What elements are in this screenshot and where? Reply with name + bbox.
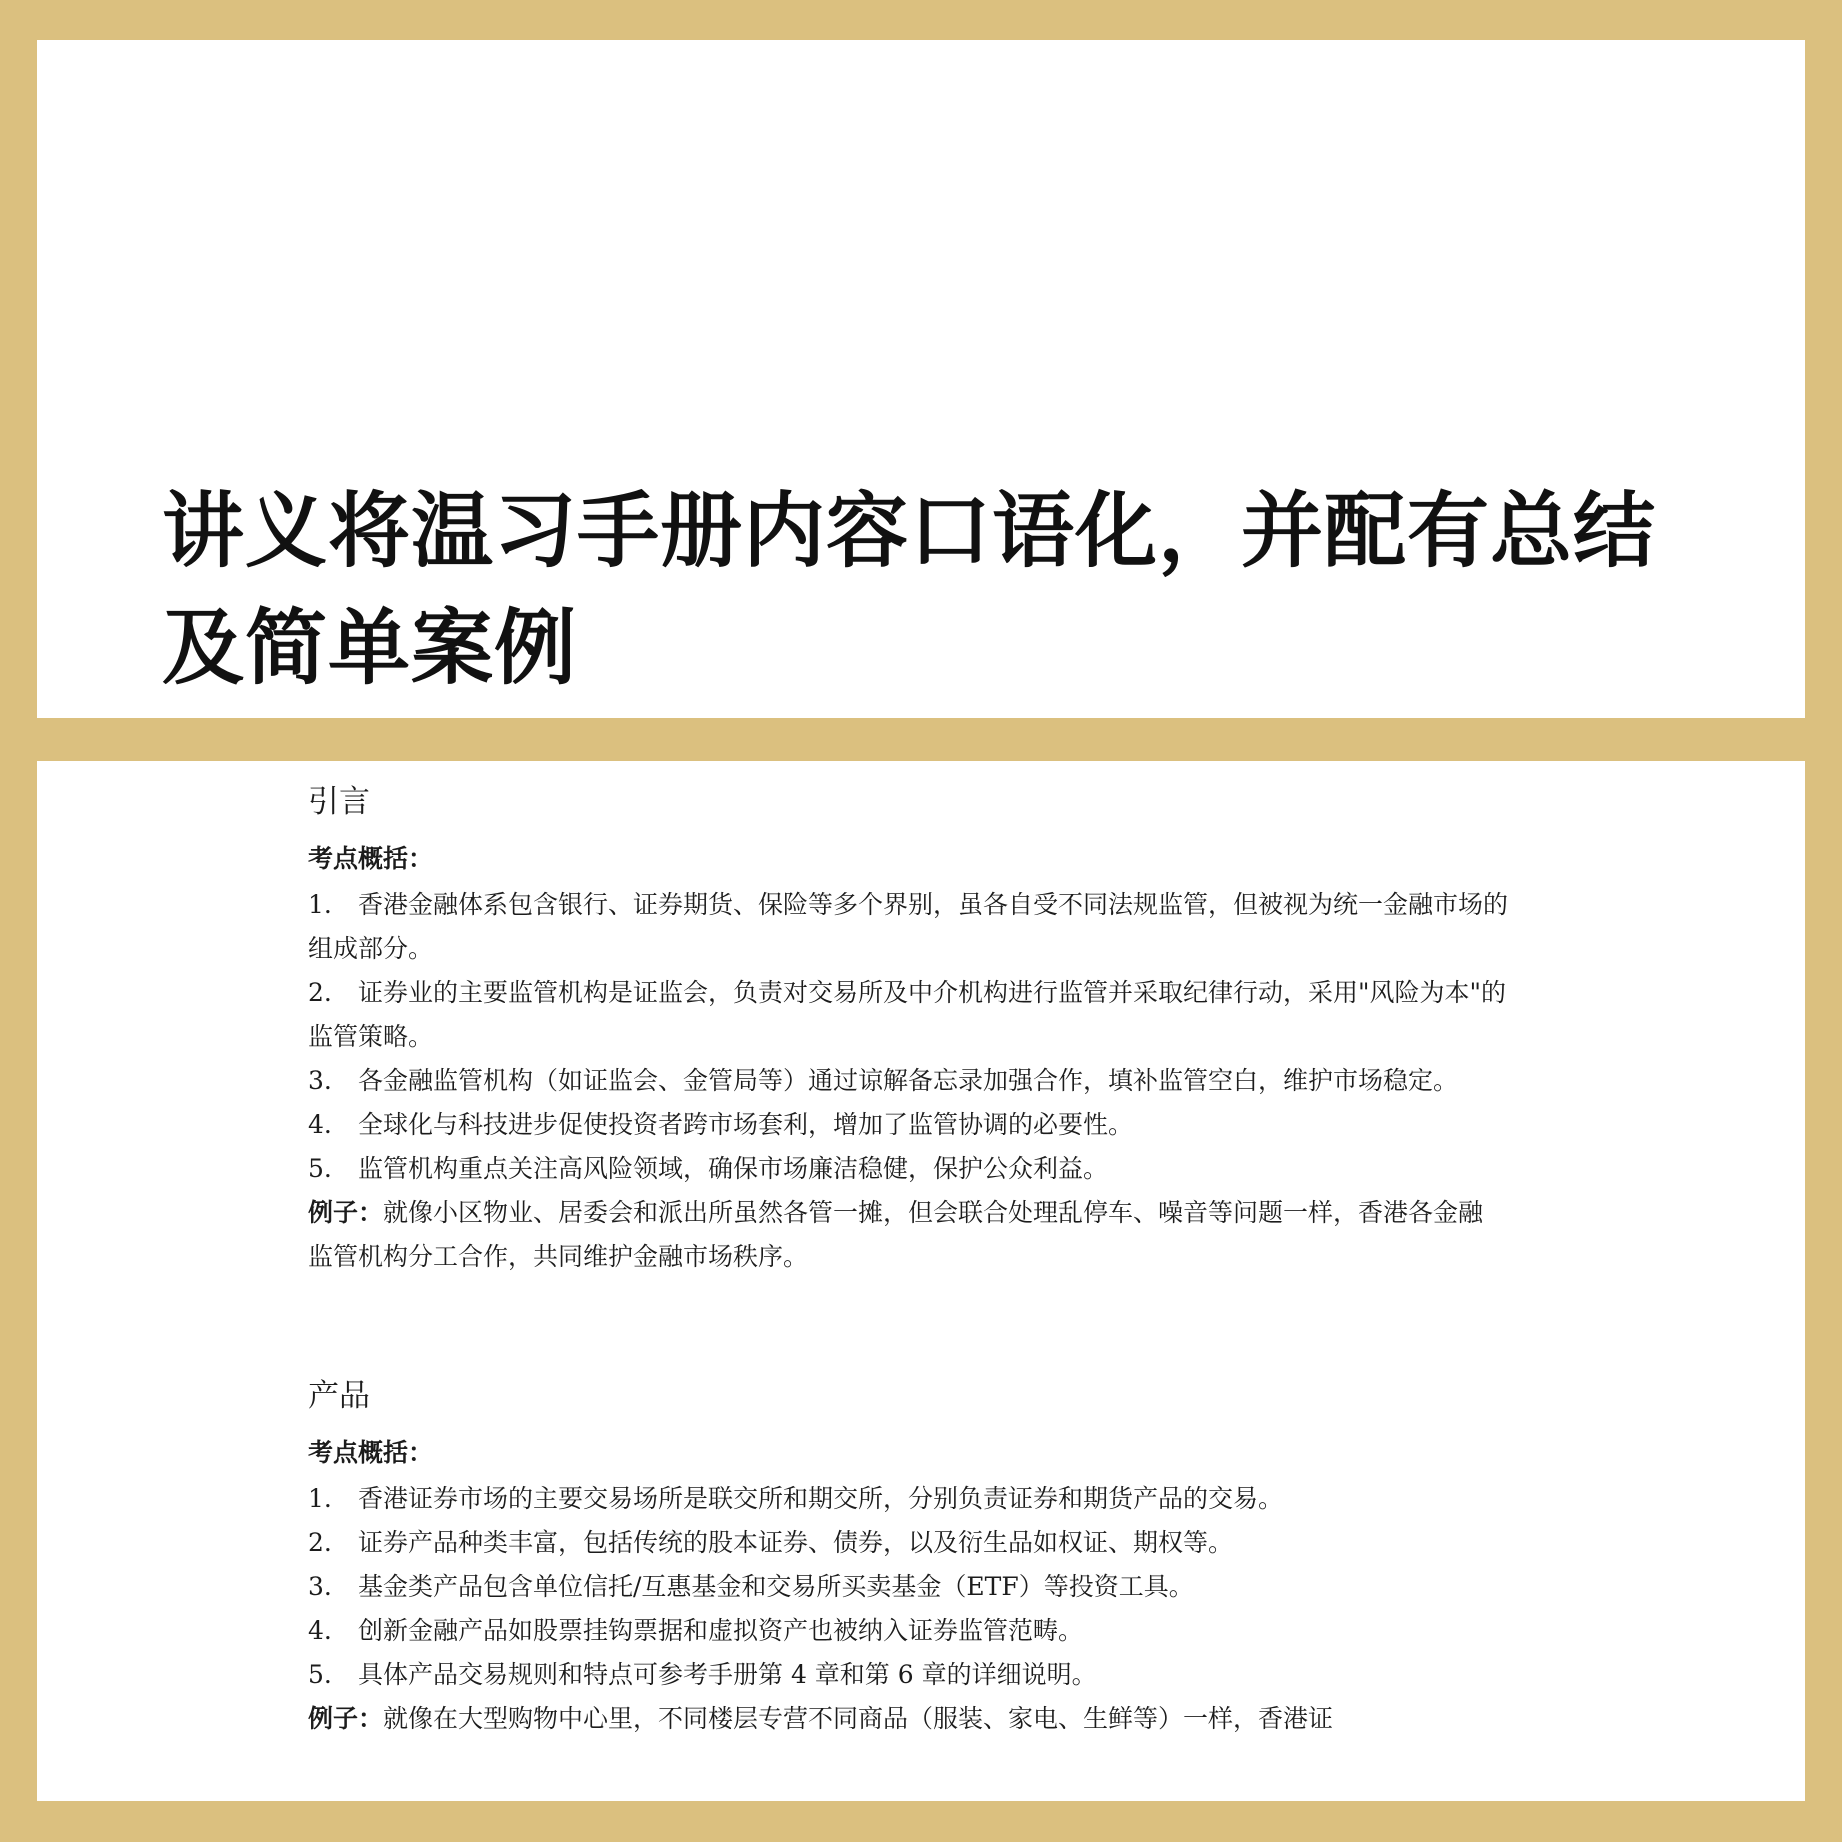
- example-text: 就像小区物业、居委会和派出所虽然各管一摊，但会联合处理乱停车、噪音等问题一样，香港各金融监管机构分工合作，共同维护金融市场秩序。: [308, 1198, 1484, 1271]
- example-label: 例子：: [308, 1198, 384, 1227]
- item-text: 监管机构重点关注高风险领域，确保市场廉洁稳健，保护公众利益。: [358, 1154, 1109, 1183]
- list-item: [308, 1059, 1508, 1103]
- example-text: 就像在大型购物中心里，不同楼层专营不同商品（服装、家电、生鲜等）一样，香港证: [383, 1704, 1334, 1733]
- item-text: 香港证券市场的主要交易场所是联交所和期交所，分别负责证券和期货产品的交易。: [358, 1484, 1284, 1513]
- headline: 讲义将温习手册内容口语化，并配有总结及简单案例: [162, 484, 1657, 696]
- summary-label: 考点概括：: [308, 1438, 434, 1467]
- item-number: 3.: [308, 1066, 332, 1095]
- summary-label: 考点概括：: [308, 844, 434, 873]
- item-text: 证券业的主要监管机构是证监会，负责对交易所及中介机构进行监管并采取纪律行动，采用"风险为本"的监管策略。: [308, 978, 1507, 1051]
- list-item: [308, 1103, 1508, 1147]
- list-item: [308, 1565, 1508, 1609]
- title-panel: [37, 40, 1805, 718]
- document-page: [37, 761, 1805, 1801]
- list-item: [308, 1477, 1508, 1521]
- item-text: 具体产品交易规则和特点可参考手册第 4 章和第 6 章的详细说明。: [358, 1660, 1097, 1689]
- item-number: 5.: [308, 1660, 332, 1689]
- document-content: [308, 781, 1508, 1741]
- list-item: [308, 1609, 1508, 1653]
- item-number: 4.: [308, 1110, 332, 1139]
- item-number: 2.: [308, 1528, 332, 1557]
- example-label: 例子：: [308, 1704, 384, 1733]
- item-text: 创新金融产品如股票挂钩票据和虚拟资产也被纳入证券监管范畴。: [358, 1616, 1084, 1645]
- list-item: [308, 1653, 1508, 1697]
- item-number: 2.: [308, 978, 332, 1007]
- item-text: 基金类产品包含单位信托/互惠基金和交易所买卖基金（ETF）等投资工具。: [358, 1572, 1194, 1601]
- item-number: 1.: [308, 890, 332, 919]
- section-title-intro: 引言: [308, 784, 370, 820]
- item-text: 各金融监管机构（如证监会、金管局等）通过谅解备忘录加强合作，填补监管空白，维护市场稳定。: [358, 1066, 1459, 1095]
- example-paragraph: [308, 1697, 1508, 1741]
- item-number: 5.: [308, 1154, 332, 1183]
- list-item: [308, 1521, 1508, 1565]
- list-item: [308, 883, 1508, 971]
- item-number: 1.: [308, 1484, 332, 1513]
- item-number: 4.: [308, 1616, 332, 1645]
- item-text: 全球化与科技进步促使投资者跨市场套利，增加了监管协调的必要性。: [358, 1110, 1134, 1139]
- example-paragraph: [308, 1191, 1508, 1279]
- item-number: 3.: [308, 1572, 332, 1601]
- section-title-products: 产品: [308, 1378, 370, 1414]
- item-text: 证券产品种类丰富，包括传统的股本证券、债券，以及衍生品如权证、期权等。: [358, 1528, 1234, 1557]
- list-item: [308, 971, 1508, 1059]
- list-item: [308, 1147, 1508, 1191]
- item-text: 香港金融体系包含银行、证券期货、保险等多个界别，虽各自受不同法规监管，但被视为统一金融市场的组成部分。: [308, 890, 1509, 963]
